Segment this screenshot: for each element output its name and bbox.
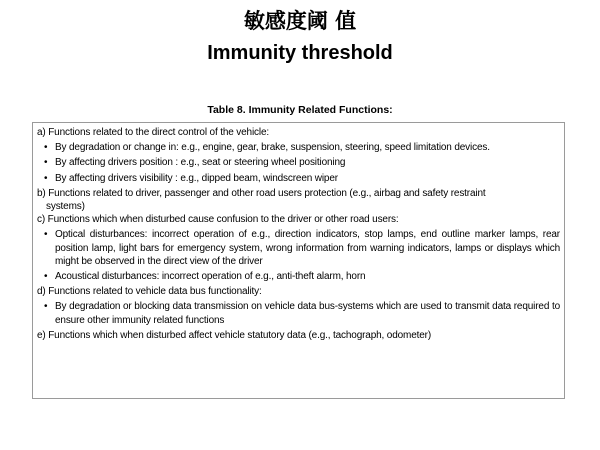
list-item-text: By affecting drivers position : e.g., seat or steering wheel positioning xyxy=(55,157,346,169)
list-item-text: By degradation or blocking data transmission on vehicle data bus-systems which are used to transmit data required to ensure other immunity related functions xyxy=(55,301,560,326)
section-heading: c) Functions which when disturbed cause confusion to the driver or other road users: xyxy=(37,214,399,226)
list-item-text: Optical disturbances: incorrect operation of e.g., direction indicators, stop lamps, end outline marker lamps, rear position lamp, light bars for emergency system, wrong information from warning indicators, lamps or displays which might be observed in the direct view of the driver xyxy=(55,229,560,267)
list-item-text: Acoustical disturbances: incorrect operation of e.g., anti-theft alarm, horn xyxy=(55,271,366,283)
section-heading: d) Functions related to vehicle data bus functionality: xyxy=(37,286,262,298)
section-heading-continuation: systems) xyxy=(46,201,85,213)
section-heading: e) Functions which when disturbed affect vehicle statutory data (e.g., tachograph, odometer) xyxy=(37,329,432,341)
section-heading: a) Functions related to the direct control of the vehicle: xyxy=(37,127,269,138)
section-d xyxy=(37,285,560,327)
immunity-functions-table xyxy=(32,122,565,399)
bullet-icon: • xyxy=(44,157,48,169)
slide-title-chinese: 敏感度阈 值 xyxy=(243,9,357,33)
section-e xyxy=(37,329,560,342)
bullet-icon: • xyxy=(44,301,48,313)
bullet-icon: • xyxy=(44,229,48,241)
bullet-icon: • xyxy=(44,172,48,184)
list-item-text: By affecting drivers visibility : e.g., dipped beam, windscreen wiper xyxy=(55,172,338,184)
section-heading-line: b) Functions related to driver, passenger and other road users protection (e.g., airbag and safety restraint xyxy=(37,187,486,199)
list-item xyxy=(37,156,560,169)
table-caption: Table 8. Immunity Related Functions: xyxy=(207,104,393,116)
section-heading xyxy=(37,187,560,213)
list-item-text: By degradation or change in: e.g., engine, gear, brake, suspension, steering, speed limitation devices. xyxy=(55,142,490,154)
section-a xyxy=(37,126,560,185)
bullet-icon: • xyxy=(44,142,48,154)
bullet-icon: • xyxy=(44,271,48,283)
list-item xyxy=(37,228,560,268)
section-c xyxy=(37,213,560,283)
slide-title-english: Immunity threshold xyxy=(207,42,393,64)
list-item xyxy=(37,172,560,185)
list-item xyxy=(37,300,560,326)
list-item xyxy=(37,270,560,283)
list-item xyxy=(37,141,560,154)
section-b xyxy=(37,187,560,213)
